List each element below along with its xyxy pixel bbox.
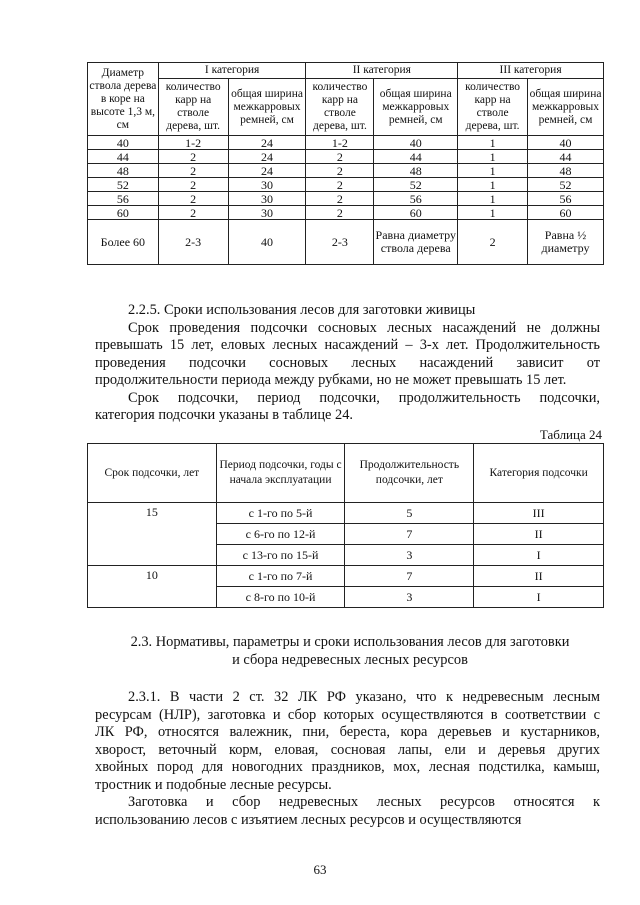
table-cell: 44: [88, 150, 159, 164]
table-cell: 40: [228, 220, 306, 265]
table-cell: III: [474, 503, 604, 524]
table-cell: 1: [458, 192, 528, 206]
table-cell: 44: [528, 150, 604, 164]
table-cell: 1-2: [158, 136, 228, 150]
section-231: [95, 689, 600, 829]
text-line: хворост, веточный корм, еловая, сосновая лапы, ели и деревья других: [95, 741, 600, 758]
table-row: [88, 164, 604, 178]
table-cell: II: [474, 524, 604, 545]
table-cell: 7: [345, 566, 474, 587]
table-cell: с 1-го по 5-й: [216, 503, 345, 524]
table-cell: 30: [228, 206, 306, 220]
subheader-width: общая ширина межкарровых ремней, см: [528, 79, 604, 136]
table-cell: 1: [458, 206, 528, 220]
table-cell: 24: [228, 136, 306, 150]
table-cell: 44: [374, 150, 458, 164]
subheader-width: общая ширина межкарровых ремней, см: [228, 79, 306, 136]
table-row: [88, 136, 604, 150]
text-line: Срок проведения подсочки сосновых лесных насаждений не должны: [128, 319, 600, 336]
table-cell: 2: [158, 192, 228, 206]
term-cell: 10: [88, 566, 217, 608]
text-line: тростник и подобные лесные ресурсы.: [95, 776, 332, 793]
subheader-count: количество карр на стволе дерева, шт.: [306, 79, 374, 136]
table-cell: I: [474, 545, 604, 566]
table-row: [88, 150, 604, 164]
table-cell: 40: [88, 136, 159, 150]
table-cell: 2: [306, 192, 374, 206]
table-row: [88, 503, 604, 524]
table-cell: с 8-го по 10-й: [216, 587, 345, 608]
table-cell: 52: [374, 178, 458, 192]
table-cell: 1-2: [306, 136, 374, 150]
table-cell: 1: [458, 150, 528, 164]
table-cell: 2: [158, 164, 228, 178]
page-number: 63: [313, 862, 327, 877]
subheader-width: общая ширина межкарровых ремней, см: [374, 79, 458, 136]
table-row: [88, 566, 604, 587]
section-title: 2.2.5. Сроки использования лесов для заготовки живицы: [128, 302, 476, 318]
table-cell: 24: [228, 150, 306, 164]
table-cell: 52: [88, 178, 159, 192]
text-line: превышать 15 лет, еловых лесных насаждений – 3-х лет. Продолжительность: [95, 337, 600, 353]
table-cell: 7: [345, 524, 474, 545]
table-cell: 56: [88, 192, 159, 206]
table-caption: Таблица 24: [539, 427, 602, 442]
table-cell: 3: [345, 587, 474, 608]
section-225: [95, 302, 600, 425]
table-cell: 60: [88, 206, 159, 220]
tapping-period-table: [87, 443, 604, 608]
heading-line: и сбора недревесных лесных ресурсов: [232, 651, 468, 668]
text-line: Заготовка и сбор недревесных лесных ресурсов относятся к: [128, 794, 600, 810]
table-cell: с 13-го по 15-й: [216, 545, 345, 566]
table-cell: 2: [306, 178, 374, 192]
table-cell: 56: [528, 192, 604, 206]
subheader-count: количество карр на стволе дерева, шт.: [458, 79, 528, 136]
text-line: категория подсочки указаны в таблице 24.: [95, 407, 354, 423]
diameter-category-table: [87, 62, 604, 265]
table-cell: 2-3: [158, 220, 228, 265]
table-cell: 30: [228, 178, 306, 192]
table-cell: Равна диаметру ствола дерева: [374, 220, 458, 265]
text-line: использованию лесов с изъятием лесных ресурсов и осуществляются: [95, 811, 522, 828]
table-cell: 52: [528, 178, 604, 192]
table-cell: 2: [306, 206, 374, 220]
table-cell: 3: [345, 545, 474, 566]
table-cell: 2: [306, 164, 374, 178]
header-category-1: I категория: [158, 63, 306, 79]
table-row-over-60: [88, 220, 604, 265]
table-cell: II: [474, 566, 604, 587]
table-cell: 2: [458, 220, 528, 265]
header-diameter: Диаметр ствола дерева в коре на высоте 1,3 м, см: [88, 63, 159, 136]
header-term: Срок подсочки, лет: [88, 444, 217, 503]
text-line: продолжительности периода между рубками, но не может превышать 15 лет.: [95, 372, 567, 388]
table-cell: 2-3: [306, 220, 374, 265]
table-cell: Более 60: [88, 220, 159, 265]
table-cell: 2: [158, 150, 228, 164]
table-cell: 40: [528, 136, 604, 150]
table-cell: 56: [374, 192, 458, 206]
table-cell: 2: [158, 178, 228, 192]
header-category: Категория подсочки: [474, 444, 604, 503]
table-cell: 30: [228, 192, 306, 206]
table-cell: Равна ½ диаметру: [528, 220, 604, 265]
header-category-2: II категория: [306, 63, 458, 79]
section-23-heading: [90, 634, 610, 669]
header-period: Период подсочки, годы с начала эксплуатации: [216, 444, 345, 503]
heading-line: 2.3. Нормативы, параметры и сроки использования лесов для заготовки: [130, 634, 570, 650]
table-cell: 2: [158, 206, 228, 220]
text-line: Срок подсочки, период подсочки, продолжительность подсочки,: [128, 389, 600, 406]
subheader-count: количество карр на стволе дерева, шт.: [158, 79, 228, 136]
table-cell: с 1-го по 7-й: [216, 566, 345, 587]
table-cell: 2: [306, 150, 374, 164]
header-duration: Продолжительность подсочки, лет: [345, 444, 474, 503]
table-cell: 48: [88, 164, 159, 178]
table-cell: 48: [374, 164, 458, 178]
table-cell: 60: [528, 206, 604, 220]
table-cell: 1: [458, 164, 528, 178]
table-cell: 48: [528, 164, 604, 178]
table-cell: 1: [458, 178, 528, 192]
table-cell: 5: [345, 503, 474, 524]
table-row: [88, 192, 604, 206]
table-cell: 24: [228, 164, 306, 178]
text-line: хвойных пород для новогодних праздников, мох, лесная подстилка, камыш,: [95, 759, 600, 775]
table-cell: с 6-го по 12-й: [216, 524, 345, 545]
table-cell: 1: [458, 136, 528, 150]
table-row: [88, 206, 604, 220]
term-cell: 15: [88, 503, 217, 566]
text-line: ЛК РФ, относятся валежник, пни, береста, кора деревьев и кустарников,: [95, 724, 600, 740]
table-cell: 40: [374, 136, 458, 150]
table-row: [88, 178, 604, 192]
table-cell: I: [474, 587, 604, 608]
table-cell: 60: [374, 206, 458, 220]
text-line: 2.3.1. В части 2 ст. 32 ЛК РФ указано, что к недревесным лесным: [128, 689, 600, 705]
header-category-3: III категория: [458, 63, 604, 79]
text-line: ресурсам (НЛР), заготовка и сбор которых осуществляются в соответствии с: [95, 706, 600, 723]
text-line: проведения подсочки сосновых лесных насаждений зависит от: [95, 354, 600, 371]
